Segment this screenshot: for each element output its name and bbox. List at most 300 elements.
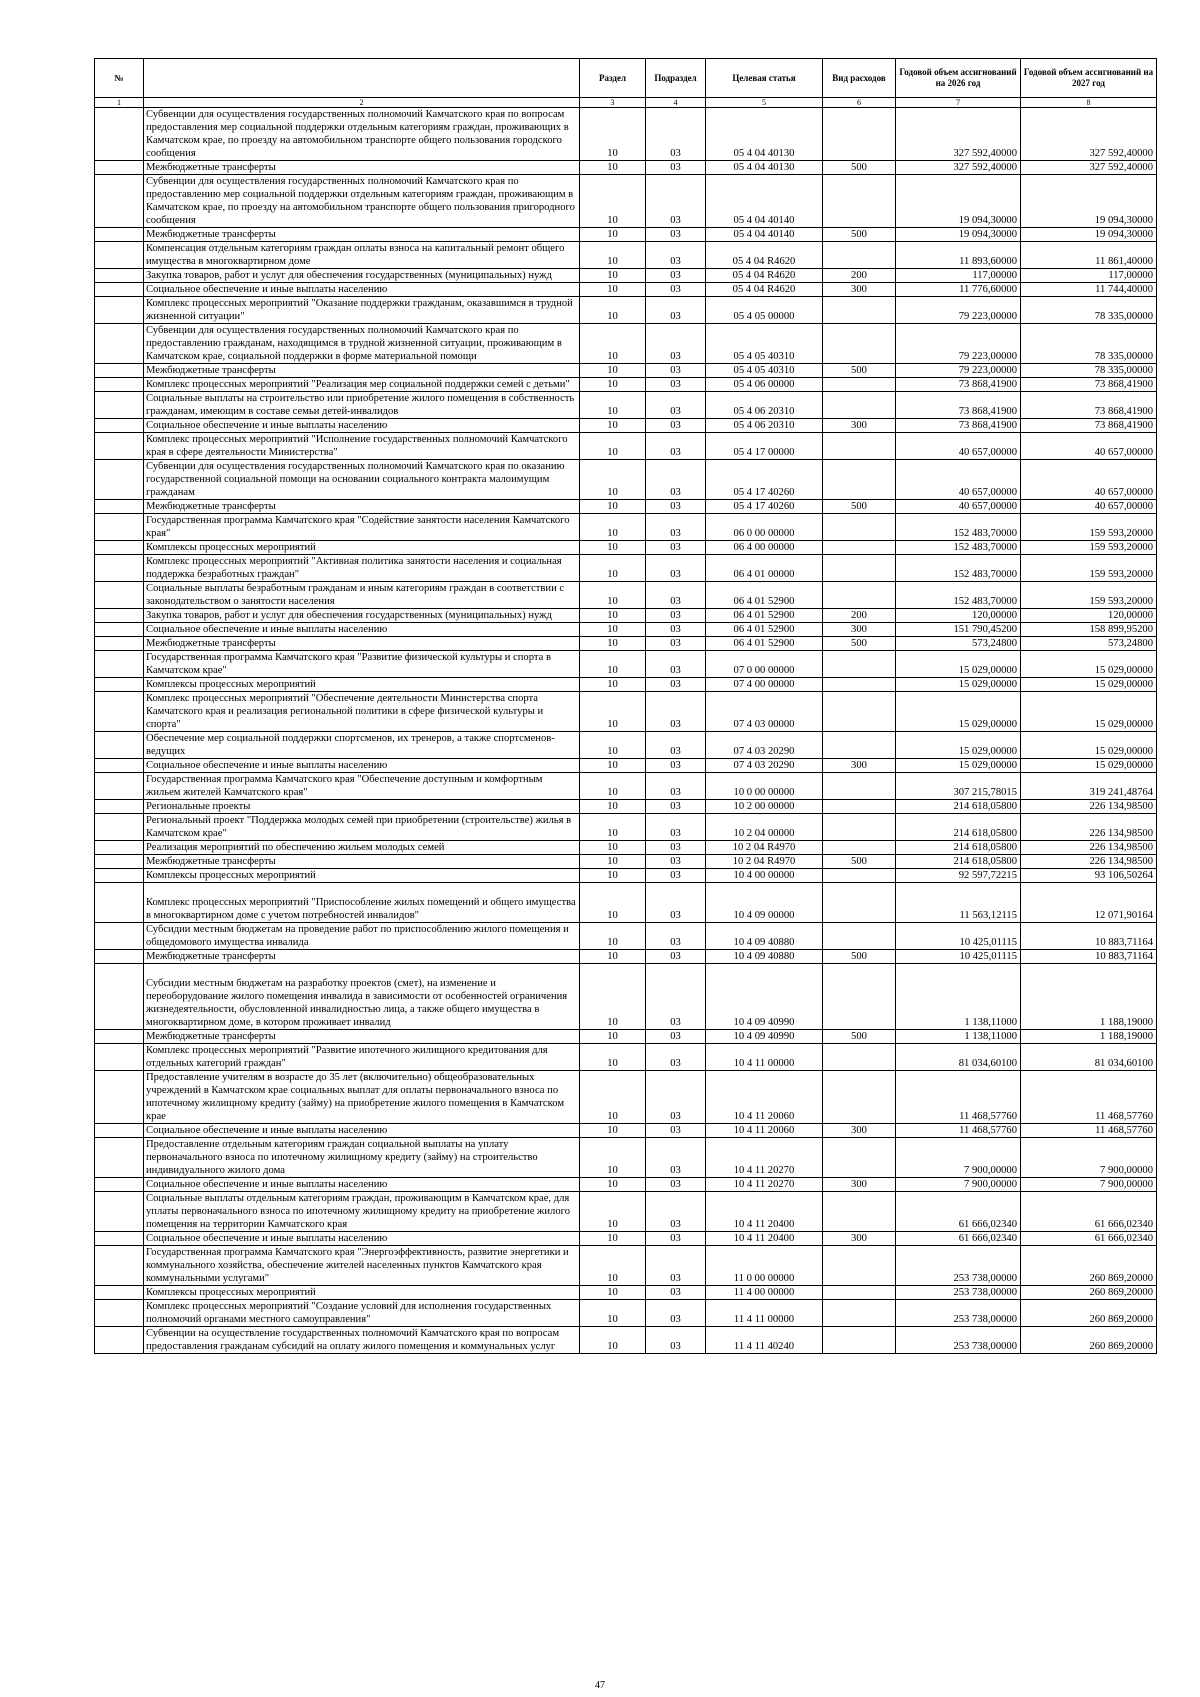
header-name	[144, 59, 580, 98]
vid-cell	[823, 841, 896, 855]
page-number: 47	[595, 1680, 605, 1691]
tselevaya-cell: 10 4 00 00000	[706, 869, 823, 883]
razdel-cell: 10	[580, 269, 646, 283]
name-cell: Социальное обеспечение и иные выплаты населению	[144, 1178, 580, 1192]
vid-cell: 300	[823, 1178, 896, 1192]
razdel-cell: 10	[580, 759, 646, 773]
table-row	[95, 161, 1157, 175]
name-cell: Региональный проект "Поддержка молодых семей при приобретении (строительстве) жилья в Камчатском крае"	[144, 814, 580, 841]
podrazdel-cell: 03	[646, 1192, 706, 1232]
tselevaya-cell: 10 4 11 20270	[706, 1138, 823, 1178]
vid-cell: 300	[823, 1124, 896, 1138]
tselevaya-cell: 05 4 06 20310	[706, 392, 823, 419]
amount-2026-cell: 92 597,72215	[896, 869, 1021, 883]
tselevaya-cell: 10 2 04 R4970	[706, 841, 823, 855]
no-cell	[95, 1246, 144, 1286]
name-cell: Компенсация отдельным категориям граждан оплаты взноса на капитальный ремонт общего имущества в многоквартирном доме	[144, 242, 580, 269]
table-row	[95, 1124, 1157, 1138]
name-cell: Региональные проекты	[144, 800, 580, 814]
no-cell	[95, 269, 144, 283]
podrazdel-cell: 03	[646, 814, 706, 841]
name-cell: Субсидии местным бюджетам на разработку проектов (смет), на изменение и переоборудование жилого помещения инвалида в зависимости от особенностей ограничения жизнедеятельности, обусловленной инвалидностью лица, а также общего имущества в многоквартирном доме, в котором проживает инвалид	[144, 964, 580, 1030]
column-number: 7	[896, 98, 1021, 108]
name-cell: Реализация мероприятий по обеспечению жильем молодых семей	[144, 841, 580, 855]
vid-cell	[823, 378, 896, 392]
no-cell	[95, 378, 144, 392]
tselevaya-cell: 10 2 04 00000	[706, 814, 823, 841]
podrazdel-cell: 03	[646, 1071, 706, 1124]
razdel-cell: 10	[580, 1178, 646, 1192]
razdel-cell: 10	[580, 378, 646, 392]
vid-cell: 500	[823, 500, 896, 514]
vid-cell	[823, 964, 896, 1030]
tselevaya-cell: 05 4 06 20310	[706, 419, 823, 433]
amount-2026-cell: 7 900,00000	[896, 1178, 1021, 1192]
tselevaya-cell: 05 4 06 00000	[706, 378, 823, 392]
razdel-cell: 10	[580, 297, 646, 324]
razdel-cell: 10	[580, 324, 646, 364]
tselevaya-cell: 06 4 00 00000	[706, 541, 823, 555]
table-row	[95, 1286, 1157, 1300]
amount-2026-cell: 81 034,60100	[896, 1044, 1021, 1071]
name-cell: Социальное обеспечение и иные выплаты населению	[144, 623, 580, 637]
tselevaya-cell: 11 4 00 00000	[706, 1286, 823, 1300]
tselevaya-cell: 05 4 05 40310	[706, 324, 823, 364]
amount-2026-cell: 10 425,01115	[896, 950, 1021, 964]
name-cell: Государственная программа Камчатского края "Обеспечение доступным и комфортным жильем жителей Камчатского края"	[144, 773, 580, 800]
no-cell	[95, 923, 144, 950]
no-cell	[95, 108, 144, 161]
tselevaya-cell: 11 4 11 00000	[706, 1300, 823, 1327]
tselevaya-cell: 07 4 03 20290	[706, 732, 823, 759]
name-cell: Предоставление отдельным категориям граждан социальной выплаты на уплату первоначального взноса по ипотечному жилищному кредиту (займу) на строительство индивидуального жилого дома	[144, 1138, 580, 1178]
tselevaya-cell: 10 4 09 40880	[706, 950, 823, 964]
vid-cell: 500	[823, 228, 896, 242]
razdel-cell: 10	[580, 678, 646, 692]
vid-cell	[823, 1300, 896, 1327]
table-row	[95, 1192, 1157, 1232]
amount-2027-cell: 73 868,41900	[1021, 392, 1157, 419]
tselevaya-cell: 05 4 04 R4620	[706, 242, 823, 269]
name-cell: Социальное обеспечение и иные выплаты населению	[144, 1232, 580, 1246]
amount-2026-cell: 73 868,41900	[896, 419, 1021, 433]
table-row	[95, 108, 1157, 161]
razdel-cell: 10	[580, 1232, 646, 1246]
header-podrazdel: Подраздел	[646, 59, 706, 98]
razdel-cell: 10	[580, 1124, 646, 1138]
vid-cell	[823, 297, 896, 324]
table-row	[95, 1300, 1157, 1327]
amount-2026-cell: 253 738,00000	[896, 1246, 1021, 1286]
no-cell	[95, 283, 144, 297]
no-cell	[95, 800, 144, 814]
name-cell: Социальные выплаты отдельным категориям граждан, проживающим в Камчатском крае, для уплаты первоначального взноса по ипотечному жилищному кредиту на приобретение жилого помещения на территории Камчатского края	[144, 1192, 580, 1232]
tselevaya-cell: 07 4 03 00000	[706, 692, 823, 732]
no-cell	[95, 678, 144, 692]
podrazdel-cell: 03	[646, 637, 706, 651]
column-number: 3	[580, 98, 646, 108]
amount-2027-cell: 226 134,98500	[1021, 800, 1157, 814]
no-cell	[95, 582, 144, 609]
name-cell: Межбюджетные трансферты	[144, 855, 580, 869]
amount-2026-cell: 1 138,11000	[896, 1030, 1021, 1044]
vid-cell	[823, 108, 896, 161]
razdel-cell: 10	[580, 108, 646, 161]
razdel-cell: 10	[580, 637, 646, 651]
column-number: 4	[646, 98, 706, 108]
razdel-cell: 10	[580, 433, 646, 460]
amount-2027-cell: 78 335,00000	[1021, 364, 1157, 378]
amount-2027-cell: 73 868,41900	[1021, 378, 1157, 392]
budget-table	[94, 58, 1157, 1354]
amount-2027-cell: 260 869,20000	[1021, 1246, 1157, 1286]
tselevaya-cell: 05 4 04 40130	[706, 108, 823, 161]
razdel-cell: 10	[580, 1192, 646, 1232]
vid-cell: 500	[823, 1030, 896, 1044]
no-cell	[95, 1286, 144, 1300]
header-row	[95, 59, 1157, 98]
amount-2027-cell: 10 883,71164	[1021, 950, 1157, 964]
vid-cell	[823, 541, 896, 555]
razdel-cell: 10	[580, 883, 646, 923]
vid-cell	[823, 242, 896, 269]
amount-2026-cell: 61 666,02340	[896, 1192, 1021, 1232]
podrazdel-cell: 03	[646, 1286, 706, 1300]
razdel-cell: 10	[580, 175, 646, 228]
amount-2026-cell: 15 029,00000	[896, 759, 1021, 773]
podrazdel-cell: 03	[646, 582, 706, 609]
name-cell: Комплексы процессных мероприятий	[144, 1286, 580, 1300]
table-row	[95, 1178, 1157, 1192]
no-cell	[95, 242, 144, 269]
vid-cell	[823, 923, 896, 950]
podrazdel-cell: 03	[646, 1124, 706, 1138]
podrazdel-cell: 03	[646, 283, 706, 297]
name-cell: Государственная программа Камчатского края "Содействие занятости населения Камчатского края"	[144, 514, 580, 541]
no-cell	[95, 1071, 144, 1124]
table-row	[95, 378, 1157, 392]
table-row	[95, 1044, 1157, 1071]
vid-cell	[823, 175, 896, 228]
razdel-cell: 10	[580, 773, 646, 800]
amount-2027-cell: 15 029,00000	[1021, 651, 1157, 678]
no-cell	[95, 1327, 144, 1354]
razdel-cell: 10	[580, 651, 646, 678]
table-row	[95, 283, 1157, 297]
amount-2026-cell: 15 029,00000	[896, 651, 1021, 678]
razdel-cell: 10	[580, 419, 646, 433]
name-cell: Комплекс процессных мероприятий "Создание условий для исполнения государственных полномочий органами местного самоуправления"	[144, 1300, 580, 1327]
vid-cell	[823, 1192, 896, 1232]
amount-2027-cell: 61 666,02340	[1021, 1192, 1157, 1232]
amount-2027-cell: 573,24800	[1021, 637, 1157, 651]
amount-2026-cell: 79 223,00000	[896, 324, 1021, 364]
amount-2027-cell: 1 188,19000	[1021, 1030, 1157, 1044]
razdel-cell: 10	[580, 1138, 646, 1178]
amount-2027-cell: 260 869,20000	[1021, 1327, 1157, 1354]
name-cell: Комплекс процессных мероприятий "Оказание поддержки гражданам, оказавшимся в трудной жизненной ситуации"	[144, 297, 580, 324]
razdel-cell: 10	[580, 950, 646, 964]
razdel-cell: 10	[580, 283, 646, 297]
razdel-cell: 10	[580, 500, 646, 514]
amount-2026-cell: 15 029,00000	[896, 678, 1021, 692]
table-row	[95, 678, 1157, 692]
table-row	[95, 419, 1157, 433]
amount-2027-cell: 159 593,20000	[1021, 541, 1157, 555]
podrazdel-cell: 03	[646, 759, 706, 773]
table-row	[95, 855, 1157, 869]
amount-2027-cell: 226 134,98500	[1021, 841, 1157, 855]
razdel-cell: 10	[580, 800, 646, 814]
no-cell	[95, 161, 144, 175]
no-cell	[95, 651, 144, 678]
amount-2027-cell: 15 029,00000	[1021, 759, 1157, 773]
podrazdel-cell: 03	[646, 269, 706, 283]
amount-2027-cell: 15 029,00000	[1021, 692, 1157, 732]
no-cell	[95, 814, 144, 841]
table-row	[95, 869, 1157, 883]
no-cell	[95, 1232, 144, 1246]
name-cell: Субвенции для осуществления государственных полномочий Камчатского края по оказанию государственной социальной помощи на основании социального контракта малоимущим гражданам	[144, 460, 580, 500]
vid-cell: 200	[823, 269, 896, 283]
tselevaya-cell: 10 2 04 R4970	[706, 855, 823, 869]
razdel-cell: 10	[580, 582, 646, 609]
podrazdel-cell: 03	[646, 541, 706, 555]
tselevaya-cell: 10 4 11 20400	[706, 1192, 823, 1232]
tselevaya-cell: 11 0 00 00000	[706, 1246, 823, 1286]
amount-2027-cell: 78 335,00000	[1021, 297, 1157, 324]
amount-2026-cell: 11 468,57760	[896, 1071, 1021, 1124]
no-cell	[95, 1030, 144, 1044]
column-number-row	[95, 98, 1157, 108]
amount-2026-cell: 79 223,00000	[896, 297, 1021, 324]
no-cell	[95, 392, 144, 419]
tselevaya-cell: 07 4 00 00000	[706, 678, 823, 692]
amount-2027-cell: 19 094,30000	[1021, 175, 1157, 228]
podrazdel-cell: 03	[646, 460, 706, 500]
amount-2026-cell: 79 223,00000	[896, 364, 1021, 378]
table-body	[95, 108, 1157, 1354]
amount-2026-cell: 11 893,60000	[896, 242, 1021, 269]
razdel-cell: 10	[580, 732, 646, 759]
name-cell: Государственная программа Камчатского края "Энергоэффективность, развитие энергетики и коммунального хозяйства, обеспечение жителей населенных пунктов Камчатского края коммунальными услугами"	[144, 1246, 580, 1286]
no-cell	[95, 324, 144, 364]
podrazdel-cell: 03	[646, 651, 706, 678]
amount-2027-cell: 81 034,60100	[1021, 1044, 1157, 1071]
table-row	[95, 228, 1157, 242]
no-cell	[95, 364, 144, 378]
no-cell	[95, 514, 144, 541]
tselevaya-cell: 05 4 04 40140	[706, 175, 823, 228]
name-cell: Государственная программа Камчатского края "Развитие физической культуры и спорта в Камчатском крае"	[144, 651, 580, 678]
table-row	[95, 883, 1157, 923]
no-cell	[95, 773, 144, 800]
tselevaya-cell: 10 4 11 20270	[706, 1178, 823, 1192]
no-cell	[95, 841, 144, 855]
amount-2026-cell: 11 776,60000	[896, 283, 1021, 297]
table-row	[95, 732, 1157, 759]
table-row	[95, 1030, 1157, 1044]
podrazdel-cell: 03	[646, 500, 706, 514]
razdel-cell: 10	[580, 841, 646, 855]
name-cell: Межбюджетные трансферты	[144, 637, 580, 651]
amount-2026-cell: 40 657,00000	[896, 433, 1021, 460]
amount-2027-cell: 226 134,98500	[1021, 855, 1157, 869]
name-cell: Межбюджетные трансферты	[144, 1030, 580, 1044]
header-2027: Годовой объем ассигнований на 2027 год	[1021, 59, 1157, 98]
podrazdel-cell: 03	[646, 609, 706, 623]
razdel-cell: 10	[580, 1246, 646, 1286]
table-row	[95, 609, 1157, 623]
vid-cell	[823, 1286, 896, 1300]
table-row	[95, 242, 1157, 269]
amount-2027-cell: 158 899,95200	[1021, 623, 1157, 637]
amount-2027-cell: 7 900,00000	[1021, 1138, 1157, 1178]
amount-2026-cell: 19 094,30000	[896, 228, 1021, 242]
vid-cell: 300	[823, 283, 896, 297]
tselevaya-cell: 05 4 04 R4620	[706, 283, 823, 297]
podrazdel-cell: 03	[646, 514, 706, 541]
amount-2027-cell: 159 593,20000	[1021, 582, 1157, 609]
table-row	[95, 175, 1157, 228]
amount-2026-cell: 11 468,57760	[896, 1124, 1021, 1138]
amount-2027-cell: 15 029,00000	[1021, 732, 1157, 759]
table-row	[95, 692, 1157, 732]
amount-2026-cell: 19 094,30000	[896, 175, 1021, 228]
amount-2026-cell: 151 790,45200	[896, 623, 1021, 637]
razdel-cell: 10	[580, 1030, 646, 1044]
name-cell: Социальное обеспечение и иные выплаты населению	[144, 759, 580, 773]
amount-2027-cell: 319 241,48764	[1021, 773, 1157, 800]
tselevaya-cell: 06 4 01 00000	[706, 555, 823, 582]
vid-cell: 300	[823, 759, 896, 773]
vid-cell	[823, 460, 896, 500]
podrazdel-cell: 03	[646, 433, 706, 460]
razdel-cell: 10	[580, 460, 646, 500]
name-cell: Социальное обеспечение и иные выплаты населению	[144, 419, 580, 433]
podrazdel-cell: 03	[646, 555, 706, 582]
no-cell	[95, 869, 144, 883]
tselevaya-cell: 10 4 11 20060	[706, 1124, 823, 1138]
amount-2027-cell: 260 869,20000	[1021, 1286, 1157, 1300]
tselevaya-cell: 05 4 05 00000	[706, 297, 823, 324]
vid-cell	[823, 814, 896, 841]
header-tselevaya: Целевая статья	[706, 59, 823, 98]
vid-cell	[823, 433, 896, 460]
razdel-cell: 10	[580, 161, 646, 175]
vid-cell	[823, 514, 896, 541]
name-cell: Комплекс процессных мероприятий "Развитие ипотечного жилищного кредитования для отдельных категорий граждан"	[144, 1044, 580, 1071]
vid-cell: 500	[823, 364, 896, 378]
podrazdel-cell: 03	[646, 800, 706, 814]
table-row	[95, 364, 1157, 378]
podrazdel-cell: 03	[646, 161, 706, 175]
table-row	[95, 637, 1157, 651]
amount-2027-cell: 226 134,98500	[1021, 814, 1157, 841]
podrazdel-cell: 03	[646, 364, 706, 378]
razdel-cell: 10	[580, 609, 646, 623]
podrazdel-cell: 03	[646, 692, 706, 732]
podrazdel-cell: 03	[646, 419, 706, 433]
no-cell	[95, 883, 144, 923]
amount-2026-cell: 11 563,12115	[896, 883, 1021, 923]
no-cell	[95, 175, 144, 228]
amount-2026-cell: 307 215,78015	[896, 773, 1021, 800]
no-cell	[95, 1300, 144, 1327]
razdel-cell: 10	[580, 242, 646, 269]
vid-cell	[823, 392, 896, 419]
razdel-cell: 10	[580, 692, 646, 732]
podrazdel-cell: 03	[646, 242, 706, 269]
name-cell: Комплекс процессных мероприятий "Активная политика занятости населения и социальная поддержка безработных граждан"	[144, 555, 580, 582]
vid-cell	[823, 555, 896, 582]
vid-cell: 500	[823, 637, 896, 651]
amount-2026-cell: 15 029,00000	[896, 732, 1021, 759]
podrazdel-cell: 03	[646, 108, 706, 161]
podrazdel-cell: 03	[646, 950, 706, 964]
podrazdel-cell: 03	[646, 773, 706, 800]
amount-2026-cell: 73 868,41900	[896, 378, 1021, 392]
name-cell: Комплексы процессных мероприятий	[144, 541, 580, 555]
name-cell: Субвенции для осуществления государственных полномочий Камчатского края по вопросам предоставления мер социальной поддержки отдельным категориям граждан, проживающих в Камчатском крае, по проезду на автомобильном транспорте общего пользования городского сообщения	[144, 108, 580, 161]
name-cell: Закупка товаров, работ и услуг для обеспечения государственных (муниципальных) нужд	[144, 269, 580, 283]
table-row	[95, 500, 1157, 514]
table-row	[95, 541, 1157, 555]
podrazdel-cell: 03	[646, 175, 706, 228]
name-cell: Обеспечение мер социальной поддержки спортсменов, их тренеров, а также спортсменов-ведущих	[144, 732, 580, 759]
vid-cell	[823, 800, 896, 814]
tselevaya-cell: 05 4 04 40140	[706, 228, 823, 242]
amount-2027-cell: 93 106,50264	[1021, 869, 1157, 883]
podrazdel-cell: 03	[646, 1178, 706, 1192]
name-cell: Предоставление учителям в возрасте до 35 лет (включительно) общеобразовательных учреждений в Камчатском крае социальных выплат для оплаты первоначального взноса по ипотечному жилищному кредиту (займу) на приобретение жилого помещения в Камчатском крае	[144, 1071, 580, 1124]
table-row	[95, 759, 1157, 773]
amount-2027-cell: 11 861,40000	[1021, 242, 1157, 269]
name-cell: Социальные выплаты безработным гражданам и иным категориям граждан в соответствии с законодательством о занятости населения	[144, 582, 580, 609]
razdel-cell: 10	[580, 228, 646, 242]
table-row	[95, 297, 1157, 324]
amount-2027-cell: 120,00000	[1021, 609, 1157, 623]
table-row	[95, 1246, 1157, 1286]
razdel-cell: 10	[580, 392, 646, 419]
vid-cell	[823, 773, 896, 800]
name-cell: Субсидии местным бюджетам на проведение работ по приспособлению жилого помещения и общедомового имущества инвалида	[144, 923, 580, 950]
no-cell	[95, 1178, 144, 1192]
amount-2027-cell: 117,00000	[1021, 269, 1157, 283]
amount-2026-cell: 15 029,00000	[896, 692, 1021, 732]
vid-cell	[823, 324, 896, 364]
no-cell	[95, 460, 144, 500]
amount-2027-cell: 7 900,00000	[1021, 1178, 1157, 1192]
tselevaya-cell: 10 4 11 20400	[706, 1232, 823, 1246]
no-cell	[95, 541, 144, 555]
amount-2026-cell: 1 138,11000	[896, 964, 1021, 1030]
vid-cell	[823, 732, 896, 759]
amount-2026-cell: 117,00000	[896, 269, 1021, 283]
tselevaya-cell: 06 4 01 52900	[706, 609, 823, 623]
name-cell: Социальные выплаты на строительство или приобретение жилого помещения в собственность гражданам, имеющим в составе семьи детей-инвалидов	[144, 392, 580, 419]
vid-cell	[823, 1044, 896, 1071]
podrazdel-cell: 03	[646, 678, 706, 692]
amount-2026-cell: 152 483,70000	[896, 582, 1021, 609]
podrazdel-cell: 03	[646, 1327, 706, 1354]
vid-cell	[823, 1327, 896, 1354]
tselevaya-cell: 11 4 11 40240	[706, 1327, 823, 1354]
no-cell	[95, 950, 144, 964]
table-row	[95, 923, 1157, 950]
tselevaya-cell: 10 0 00 00000	[706, 773, 823, 800]
podrazdel-cell: 03	[646, 923, 706, 950]
